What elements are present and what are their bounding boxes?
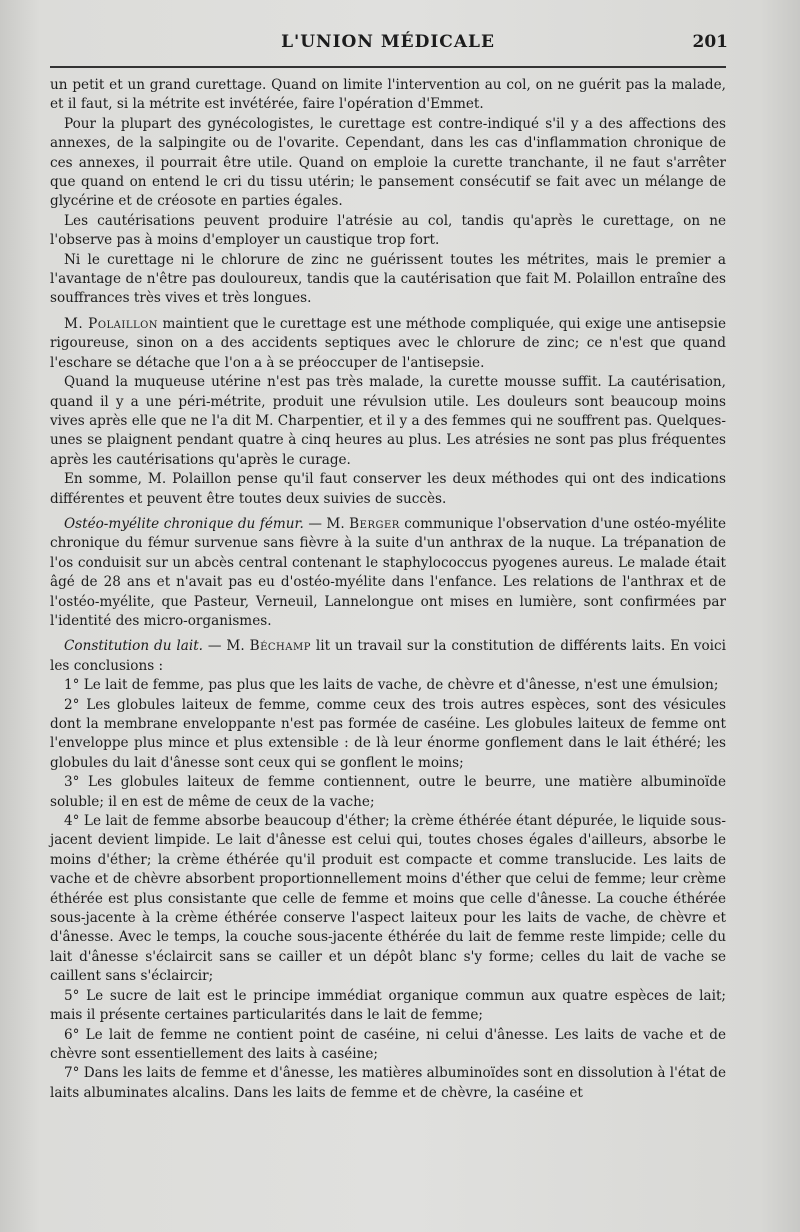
paragraph: Constitution du lait. — M. Béchamp lit un travail sur la constitution de différents laits. En voici les conclusions : (50, 638, 726, 674)
paragraph: Les cautérisations peuvent produire l'atrésie au col, tandis qu'après le curettage, on ne l'observe pas à moins d'employer un caustique trop fort. (50, 212, 726, 249)
paragraph: Quand la muqueuse utérine n'est pas très malade, la curette mousse suffit. La cautérisation, quand il y a une péri-métrite, produit une révulsion utile. Les douleurs sont beaucoup moins vives après elle que ne l'a dit M. Charpentier, et il y a des femmes qui ne souffrent pas. Quelques-unes se plaignent pendant quatre à cinq heures au plus. Les atrésies ne sont pas plus fréquentes après les cautérisations qu'après le curage. (50, 374, 726, 468)
speaker-name: M. Polaillon (64, 315, 159, 332)
page-header (50, 30, 726, 62)
paragraph: un petit et un grand curettage. Quand on limite l'intervention au col, on ne guérit pas la malade, et il faut, si la métrite est invétérée, faire l'opération d'Emmet. (50, 77, 726, 113)
running-title: L'UNION MÉDICALE (281, 32, 495, 52)
speaker-name: Béchamp (249, 638, 311, 655)
paragraph: Ostéo-myélite chronique du fémur. — M. Berger communique l'observation d'une ostéo-myélite chronique du fémur survenue sans fièvre à la suite d'un anthrax de la nuque. La trépanation de l'os conduisit sur un abcès central contenant le staphylococcus pyogenes aureus. Le malade était âgé de 28 ans et n'avait pas eu d'ostéo-myélite dans l'enfance. Les relations de l'anthrax et de l'ostéo-myélite, que Pasteur, Verneuil, Lannelongue ont mises en lumière, sont confirmées par l'identité des micro-organismes. (50, 515, 726, 629)
page-number: 201 (692, 32, 728, 52)
paragraph-text: maintient que le curettage est une méthode compliquée, qui exige une antisepsie rigoureuse, sinon on a des accidents septiques avec le chlorure de zinc; ce n'est que quand l'eschare se détache que l'on a à se préoccuper de l'antisepsie. (50, 315, 726, 371)
paragraph: Pour la plupart des gynécologistes, le curettage est contre-indiqué s'il y a des affections des annexes, de la salpingite ou de l'ovarite. Cependant, dans les cas d'inflammation chronique de ces annexes, il pourrait être utile. Quand on emploie la curette tranchante, il ne faut s'arrêter que quand on entend le cri du tissu utérin; le pansement consécutif se fait avec un mélange de glycérine et de créosote en parties égales. (50, 115, 726, 210)
paragraph: Ni le curettage ni le chlorure de zinc ne guérissent toutes les métrites, mais le premier a l'avantage de n'être pas douloureux, tandis que la cautérisation que fait M. Polaillon entraîne des souffrances très vives et très longues. (50, 251, 726, 307)
paragraph-text: communique l'observation d'une ostéo-myélite chronique du fémur survenue sans fièvre à la suite d'un anthrax de la nuque. La trépanation de l'os conduisit sur un abcès central contenant le staphylococcus pyogenes aureus. Le malade était âgé de 28 ans et n'avait pas eu d'ostéo-myélite dans l'enfance. Les relations de l'anthrax et de l'ostéo-myélite, que Pasteur, Verneuil, Lannelongue ont mises en lumière, sont confirmées par l'identité des micro-organismes. (50, 515, 726, 629)
body-text (50, 76, 726, 1103)
header-rule (50, 66, 726, 68)
list-item: 3° Les globules laiteux de femme contiennent, outre le beurre, une matière albuminoïde soluble; il en est de même de ceux de la vache; (50, 774, 726, 810)
paragraph: En somme, M. Polaillon pense qu'il faut conserver les deux méthodes qui ont des indications différentes et peuvent être toutes deux suivies de succès. (50, 471, 726, 507)
section-heading: Constitution du lait. (64, 638, 203, 655)
paragraph (50, 315, 726, 373)
list-item: 1° Le lait de femme, pas plus que les laits de vache, de chèvre et d'ânesse, n'est une émulsion; (64, 677, 719, 694)
section-heading: Ostéo-myélite chronique du fémur. (64, 515, 304, 532)
speaker-name: Berger (349, 515, 400, 532)
list-item: 6° Le lait de femme ne contient point de caséine, ni celui d'ânesse. Les laits de vache et de chèvre sont essentiellement des laits à caséine; (50, 1026, 726, 1062)
list-item: 7° Dans les laits de femme et d'ânesse, les matières albuminoïdes sont en dissolution à l'état de laits albuminates alcalins. Dans les laits de femme et de chèvre, la caséine et (50, 1065, 726, 1101)
list-item: 5° Le sucre de lait est le principe immédiat organique commun aux quatre espèces de lait; mais il présente certaines particularités dans le lait de femme; (50, 987, 726, 1024)
list-item: 4° Le lait de femme absorbe beaucoup d'éther; la crème éthérée étant dépurée, le liquide sous-jacent devient limpide. Le lait d'ânesse est celui qui, toutes choses égales d'ailleurs, absorbe le moins d'éther; la crème éthérée qu'il produit est compacte et comme translucide. Les laits de vache et de chèvre absorbent proportionnellement moins d'éther que celui de femme; leur crème éthérée est plus consistante que celle de femme et moins que celle d'ânesse. La couche éthérée sous-jacente à la crème éthérée conserve l'aspect laiteux pour les laits de vache, de chèvre et d'ânesse. Avec le temps, la couche sous-jacente éthérée du lait de femme reste limpide; celle du lait d'ânesse s'éclaircit sans se cailler et un dépôt blanc s'y forme; celles du lait de vache se caillent sans s'éclaircir; (50, 813, 726, 985)
paragraph-text: lit un travail sur la constitution de différents laits. En voici les conclusions : (50, 638, 726, 674)
list-item: 2° Les globules laiteux de femme, comme ceux des trois autres espèces, sont des vésicules dont la membrane enveloppante n'est pas formée de caséine. Les globules laiteux de femme ont l'enveloppe plus mince et plus extensible : de là leur énorme gonflement dans le lait éthéré; les globules du lait d'ânesse sont ceux qui se gonflent le moins; (50, 696, 726, 771)
